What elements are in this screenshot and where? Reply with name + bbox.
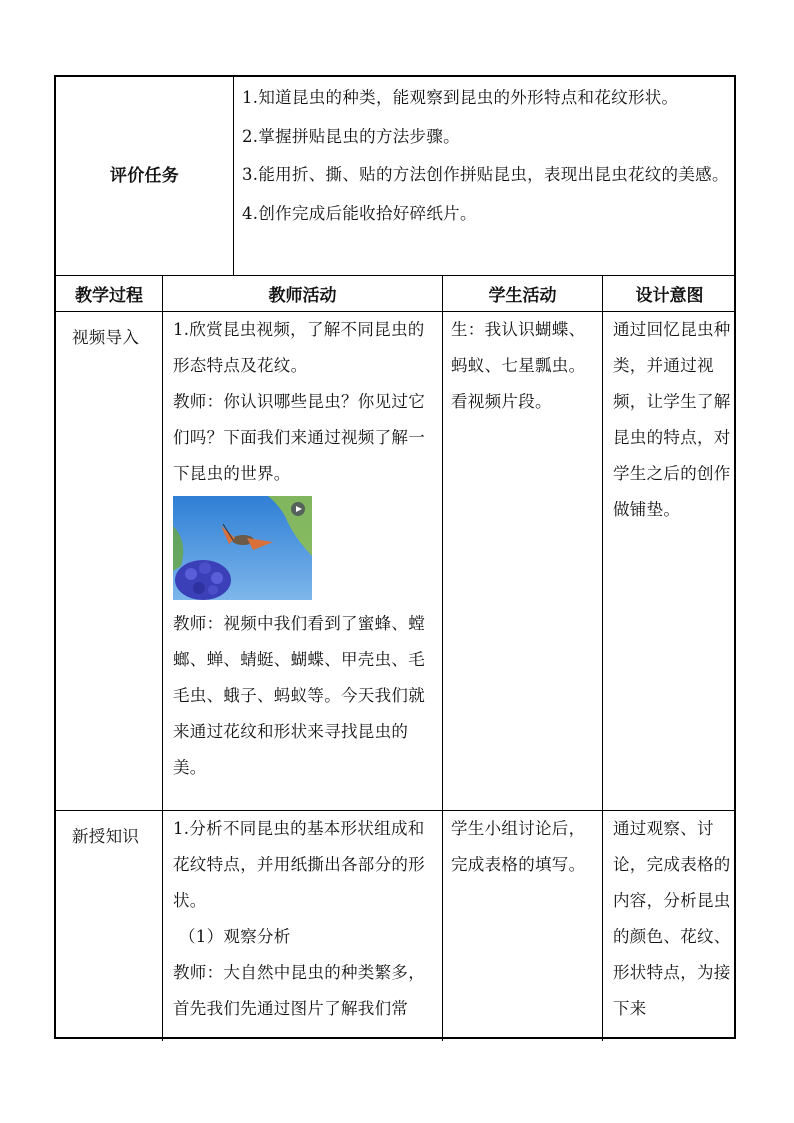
header-intent-text: 设计意图 xyxy=(635,286,704,306)
student-activity-cell xyxy=(451,811,597,883)
intent-paragraph: 通过回忆昆虫种类，并通过视频，让学生了解昆虫的特点，对学生之后的创作做铺垫。 xyxy=(613,320,731,519)
intent-cell xyxy=(613,811,731,1027)
header-student xyxy=(443,276,602,311)
teacher-paragraph: 教师：大自然中昆虫的种类繁多，首先我们先通过图片了解我们常 xyxy=(173,963,425,1018)
teacher-paragraph: 教师：视频中我们看到了蜜蜂、螳螂、蝉、蜻蜓、蝴蝶、甲壳虫、毛毛虫、蛾子、蚂蚁等。今天我们就来通过花纹和形状来寻找昆虫的美。 xyxy=(173,614,425,777)
teacher-paragraph: （1）观察分析 xyxy=(179,927,291,946)
eval-task-label xyxy=(56,77,233,275)
stage-label: 视频导入 xyxy=(72,328,140,347)
eval-task-item: 2.掌握拼贴昆虫的方法步骤。 xyxy=(242,126,460,146)
student-activity-cell xyxy=(451,312,597,420)
teacher-activity-cell xyxy=(173,811,435,1027)
intent-paragraph: 通过观察、讨论，完成表格的内容，分析昆虫的颜色、花纹、形状特点，为接下来 xyxy=(613,819,731,1018)
teacher-paragraph: 1.欣赏昆虫视频，了解不同昆虫的形态特点及花纹。 xyxy=(173,320,425,375)
student-paragraph: 看视频片段。 xyxy=(451,392,552,411)
teacher-paragraph: 1.分析不同昆虫的基本形状组成和花纹特点，并用纸撕出各部分的形状。 xyxy=(173,819,425,910)
eval-task-label-text: 评价任务 xyxy=(109,166,180,186)
header-teacher xyxy=(163,276,442,311)
stage-cell xyxy=(72,819,160,855)
intent-cell xyxy=(613,312,731,528)
divider xyxy=(233,77,234,276)
header-process-text: 教学过程 xyxy=(75,286,143,306)
teacher-paragraph: 教师：你认识哪些昆虫？你见过它们吗？下面我们来通过视频了解一下昆虫的世界。 xyxy=(173,392,425,483)
stage-cell xyxy=(72,320,160,356)
student-paragraph: 生：我认识蝴蝶、蚂蚁、七星瓢虫。 xyxy=(451,320,586,375)
eval-task-item: 3.能用折、撕、贴的方法创作拼贴昆虫，表现出昆虫花纹的美感。 xyxy=(242,165,729,184)
eval-task-item: 1.知道昆虫的种类，能观察到昆虫的外形特点和花纹形状。 xyxy=(242,88,679,107)
student-paragraph: 学生小组讨论后，完成表格的填写。 xyxy=(451,819,586,874)
lesson-plan-table xyxy=(54,75,736,1039)
play-icon[interactable] xyxy=(291,502,305,516)
header-process xyxy=(56,276,162,311)
eval-task-item: 4.创作完成后能收拾好碎纸片。 xyxy=(242,203,477,223)
teacher-activity-cell xyxy=(173,312,435,786)
header-intent xyxy=(603,276,736,311)
divider xyxy=(602,275,603,1041)
divider xyxy=(162,275,163,1041)
divider xyxy=(442,275,443,1041)
header-teacher-text: 教师活动 xyxy=(268,286,337,306)
header-student-text: 学生活动 xyxy=(488,286,557,306)
stage-label: 新授知识 xyxy=(72,827,140,846)
insect-video-thumbnail[interactable] xyxy=(173,496,312,600)
eval-task-items xyxy=(242,79,730,275)
